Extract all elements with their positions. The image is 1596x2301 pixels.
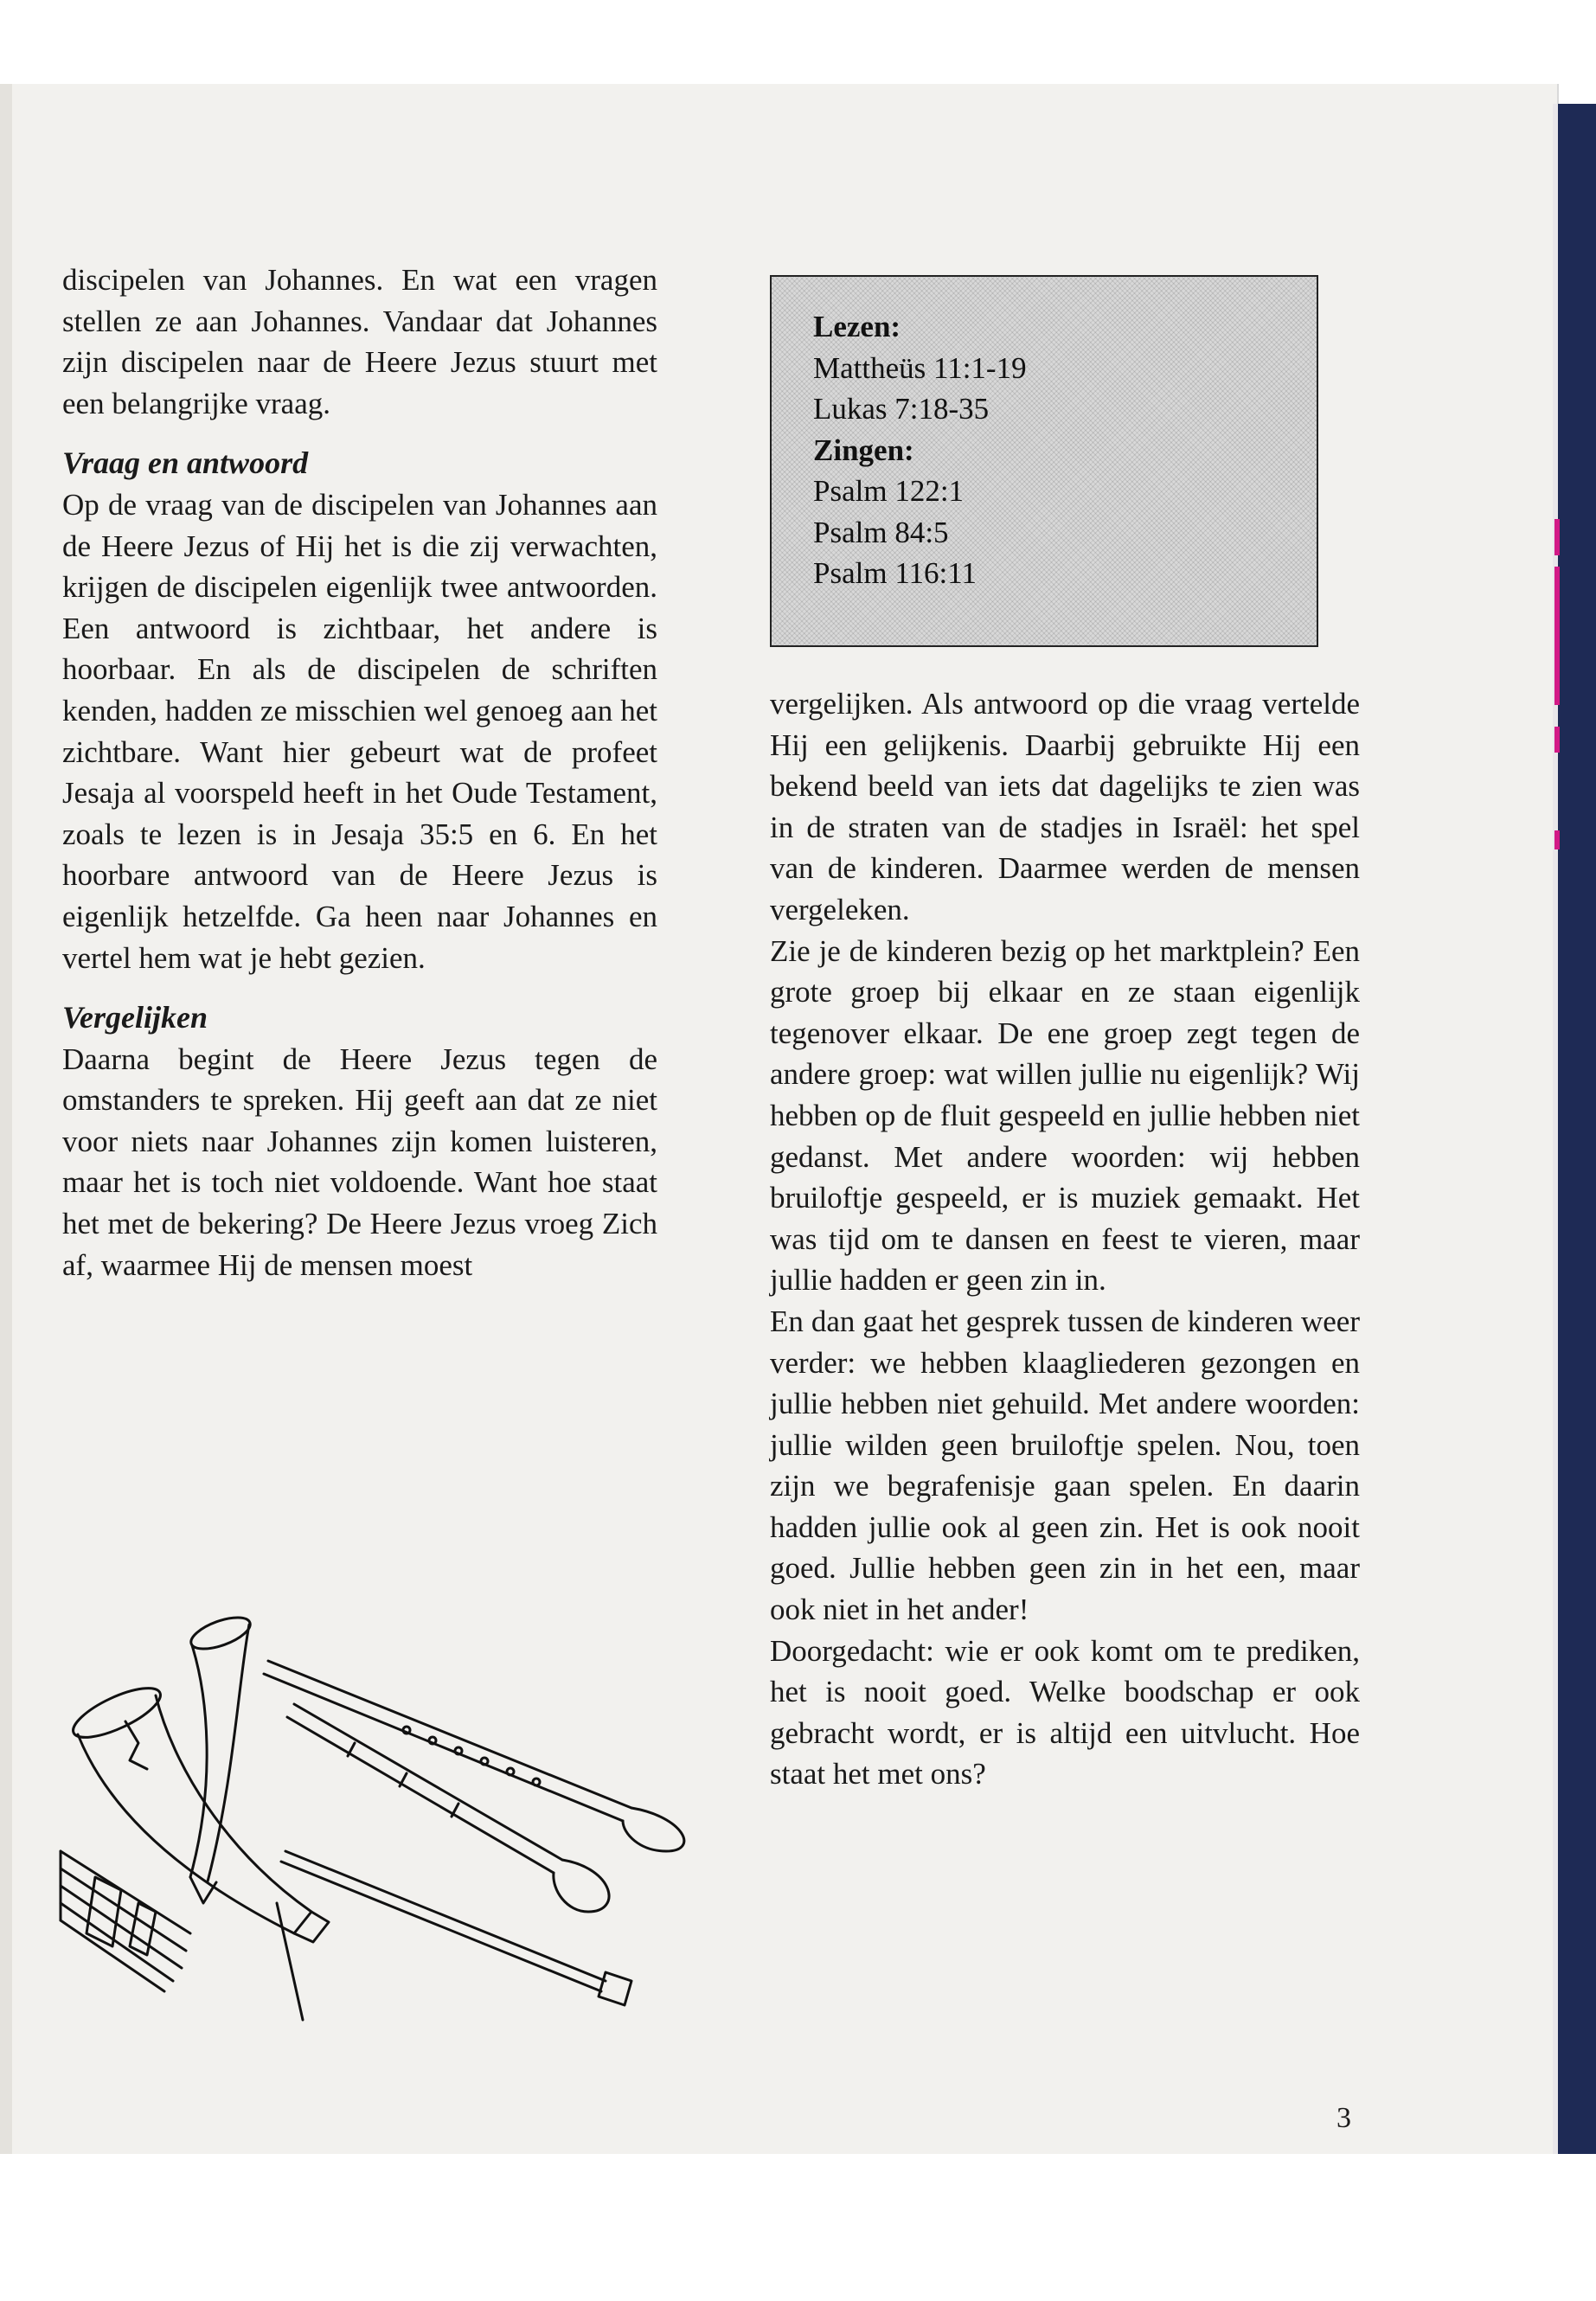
curved-horn-icon	[187, 1612, 253, 1903]
long-trumpet-icon	[281, 1851, 631, 2005]
tab-mark	[1554, 830, 1560, 849]
section-heading-vergelijken: Vergelijken	[62, 1000, 208, 1035]
zingen-item: Psalm 84:5	[813, 515, 949, 549]
clarinet-icon	[287, 1704, 609, 1912]
section-heading-vraag-en-antwoord: Vraag en antwoord	[62, 445, 309, 481]
rod-icon	[277, 1903, 303, 2020]
tab-mark	[1554, 519, 1560, 555]
tab-mark	[1554, 727, 1560, 753]
scan-bottom-margin	[0, 2154, 1596, 2301]
flute-icon	[264, 1661, 684, 1851]
scan-top-margin	[0, 0, 1596, 84]
section-paragraph: Op de vraag van de discipelen van Johannes aan de Heere Jezus of Hij het is die zij verwachten, krijgen de discipelen eigenlijk twee antwoorden. Een antwoord is zichtbaar, het andere is hoorbaar. En als de discipelen de schriften kenden, hadden ze misschien wel genoeg aan het zichtbare. Want hier gebeurt wat de profeet Jesaja al voorspeld heeft in het Oude Testament, zoals te lezen is in Jesaja 35:5 en 6. En het hoorbare antwoord van de Heere Jezus is eigenlijk hetzelfde. Ga heen naar Johannes en vertel hem wat je hebt gezien.	[62, 487, 657, 975]
book-binding-edge	[1553, 104, 1596, 2154]
lezen-item: Mattheüs 11:1-19	[813, 350, 1027, 385]
right-text-column	[770, 683, 1360, 1795]
tab-mark	[1554, 567, 1560, 705]
zingen-item: Psalm 122:1	[813, 474, 965, 508]
paragraph: Doorgedacht: wie er ook komt om te prediken, het is nooit goed. Welke boodschap er ook gebracht wordt, er is altijd een uitvlucht. Hoe staat het met ons?	[770, 1633, 1360, 1791]
intro-paragraph: discipelen van Johannes. En wat een vragen stellen ze aan Johannes. Vandaar dat Johannes zijn discipelen naar de Heere Jezus stuurt met een belangrijke vraag.	[62, 263, 657, 420]
left-text-column	[62, 260, 657, 1285]
paragraph: En dan gaat het gesprek tussen de kinderen weer verder: we hebben klaagliederen gezongen en jullie hebben niet gehuild. Met andere woorden: jullie wilden geen bruiloftje spelen. Nou, toen zijn we begrafenisje gaan spelen. En daarin hadden jullie ook al geen zin. Het is ook nooit goed. Jullie hebben geen zin in het een, maar ook niet in het ander!	[770, 1304, 1360, 1627]
lezen-item: Lukas 7:18-35	[813, 392, 990, 426]
zingen-label: Zingen:	[813, 433, 914, 467]
lezen-label: Lezen:	[813, 310, 901, 343]
page-number: 3	[1336, 2102, 1351, 2134]
reading-box	[770, 275, 1318, 647]
paragraph: Zie je de kinderen bezig op het marktplein? Een grote groep bij elkaar en ze staan eigenlijk tegenover elkaar. De ene groep zegt tegen de andere groep: wat willen jullie nu eigenlijk? Wij hebben op de fluit gespeeld en jullie hebben niet gedanst. Met andere woorden: wij hebben bruiloftje gespeeld, er is muziek gemaakt. Het was tijd om te dansen en feest te vieren, maar jullie hadden er geen zin in.	[770, 933, 1360, 1298]
zingen-item: Psalm 116:11	[813, 556, 977, 590]
panpipe-icon	[61, 1851, 190, 1991]
section-paragraph: Daarna begint de Heere Jezus tegen de omstanders te spreken. Hij geeft aan dat ze niet voor niets naar Johannes zijn komen luisteren, maar het is toch niet voldoende. Want hoe staat het met de bekering? De Heere Jezus vroeg Zich af, waarmee Hij de mensen moest	[62, 1042, 657, 1282]
page-gutter	[0, 84, 12, 2154]
paragraph: vergelijken. Als antwoord op die vraag vertelde Hij een gelijkenis. Daarbij gebruikte Hij een bekend beeld van iets dat dagelijks te zien was in de straten van de stadjes in Israël: het spel van de kinderen. Daarmee werden de mensen vergeleken.	[770, 687, 1360, 926]
musical-instruments-illustration	[43, 1592, 718, 2024]
